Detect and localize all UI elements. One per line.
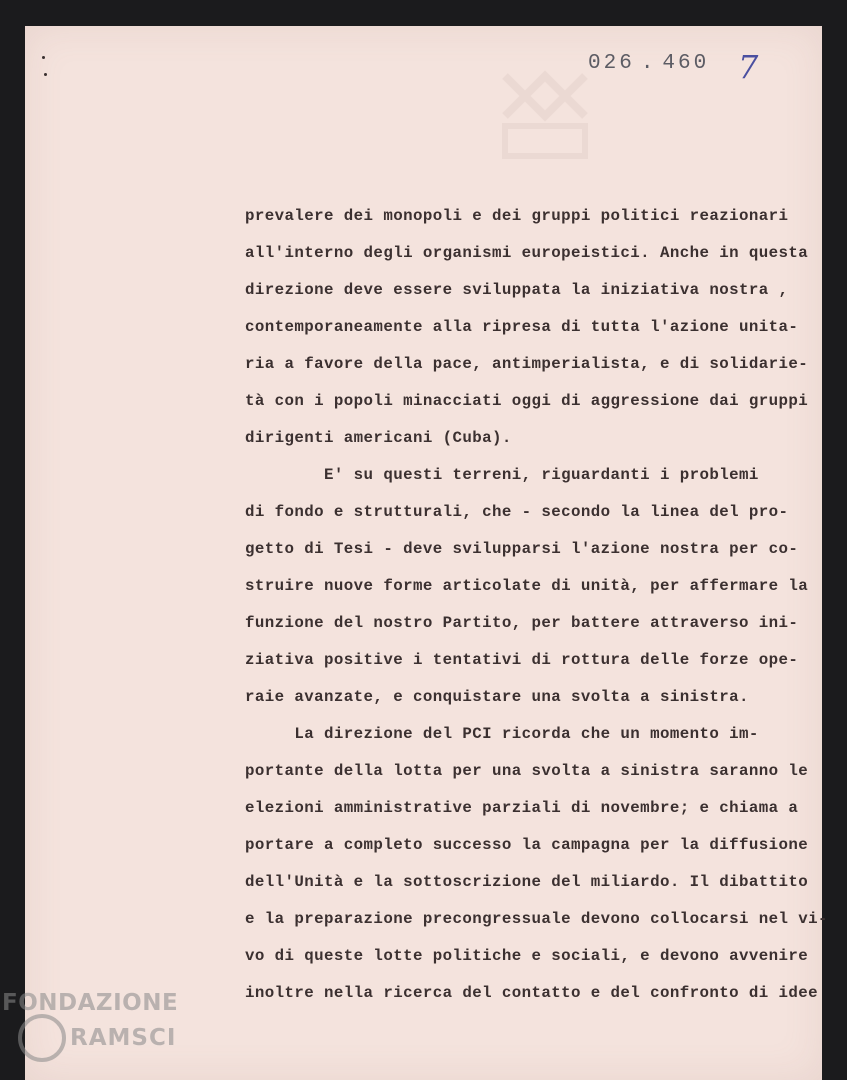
watermark-emblem-icon xyxy=(485,66,605,166)
text-line: ziativa positive i tentativi di rottura delle forze ope- xyxy=(245,651,799,669)
text-line: La direzione del PCI ricorda che un momento im- xyxy=(245,725,759,743)
text-line: e la preparazione precongressuale devono collocarsi nel vi- xyxy=(245,910,828,928)
text-line: funzione del nostro Partito, per battere attraverso ini- xyxy=(245,614,799,632)
handwritten-page-number: 7 xyxy=(738,48,759,86)
g-ring-icon xyxy=(18,1014,66,1062)
text-line: direzione deve essere sviluppata la iniziativa nostra , xyxy=(245,281,789,299)
text-line: dirigenti americani (Cuba). xyxy=(245,429,512,447)
paper-mark xyxy=(44,73,47,76)
text-line: vo di queste lotte politiche e sociali, e devono avvenire xyxy=(245,947,809,965)
archive-stamp: 026 . 460 xyxy=(588,52,710,75)
body-text xyxy=(245,198,828,1012)
text-line: raie avanzate, e conquistare una svolta a sinistra. xyxy=(245,688,749,706)
text-line: E' su questi terreni, riguardanti i problemi xyxy=(245,466,759,484)
paper-mark xyxy=(42,56,45,59)
text-line: portante della lotta per una svolta a sinistra saranno le xyxy=(245,762,809,780)
archive-stamp-part1: 026 xyxy=(588,52,635,75)
text-line: tà con i popoli minacciati oggi di aggressione dai gruppi xyxy=(245,392,809,410)
logo-line1: FONDAZIONE xyxy=(2,990,179,1016)
archive-stamp-part2: 460 xyxy=(662,52,710,75)
text-line: dell'Unità e la sottoscrizione del miliardo. Il dibattito xyxy=(245,873,809,891)
text-line: elezioni amministrative parziali di novembre; e chiama a xyxy=(245,799,799,817)
text-line: struire nuove forme articolate di unità, per affermare la xyxy=(245,577,809,595)
text-line: contemporaneamente alla ripresa di tutta l'azione unita- xyxy=(245,318,799,336)
text-line: portare a completo successo la campagna per la diffusione xyxy=(245,836,809,854)
text-line: di fondo e strutturali, che - secondo la linea del pro- xyxy=(245,503,789,521)
text-line: prevalere dei monopoli e dei gruppi politici reazionari xyxy=(245,207,789,225)
text-line: all'interno degli organismi europeistici. Anche in questa xyxy=(245,244,809,262)
text-line: ria a favore della pace, antimperialista, e di solidarie- xyxy=(245,355,809,373)
text-line: inoltre nella ricerca del contatto e del confronto di idee xyxy=(245,984,819,1002)
fondazione-gramsci-logo xyxy=(2,990,178,1062)
logo-line2: RAMSCI xyxy=(70,1025,177,1051)
text-line: getto di Tesi - deve svilupparsi l'azione nostra per co- xyxy=(245,540,799,558)
